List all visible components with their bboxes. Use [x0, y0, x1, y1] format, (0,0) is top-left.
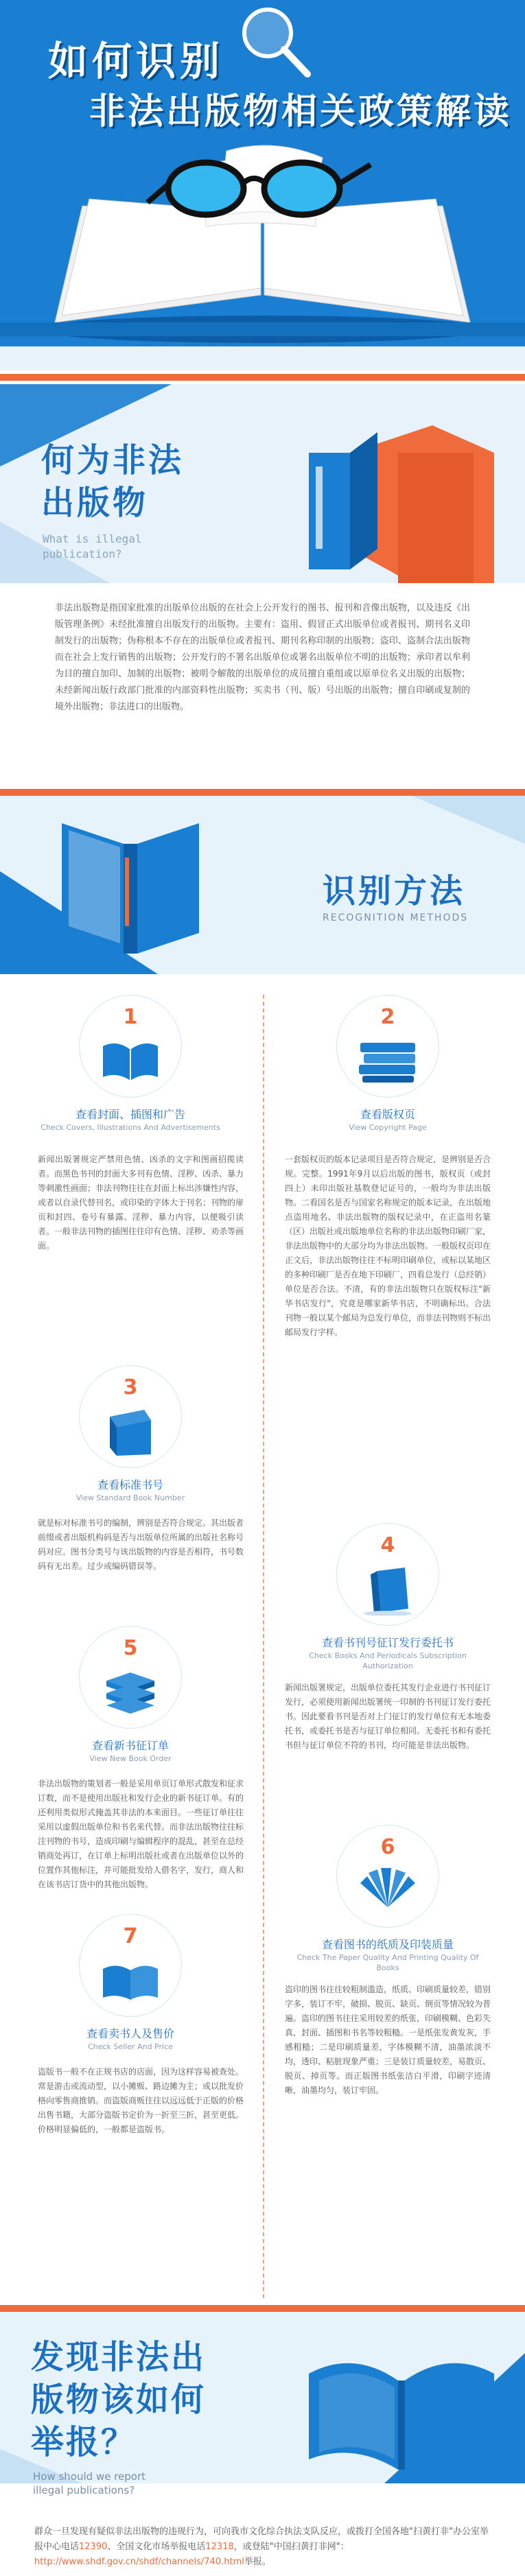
- method-4-text: 新闻出版署规定，出版单位委托其发行企业进行书刊征订发行，必须使用新闻出版署统一印制的书刊征订发行委托书。因此要看书刊是否对上门征订的发行单位有无本地委托书，或委托书是否与征订单位相同。无委托书和有委托书但与征订单位不符的书刊，均可能是非法出版物。: [285, 1683, 491, 1750]
- section-methods-title: 识别方法: [323, 872, 466, 910]
- method-6-title: 查看图书的纸质及印装质量: [321, 1938, 454, 1951]
- open-book-illustration: [0, 123, 525, 350]
- method-1-number: 1: [123, 1005, 138, 1029]
- open-book-icon: [100, 1955, 161, 2007]
- method-3-title: 查看标准书号: [97, 1478, 163, 1491]
- phone-12318[interactable]: 12318: [205, 2542, 234, 2552]
- magnifier-icon: [226, 0, 316, 89]
- method-6-text: 盗印的图书往往较粗制滥造，纸质、印刷质量较差，错别字多，装订不牢，破损、脱页、缺页、倒页等情况较为普遍。盗印的图书往往采用较差的纸张，印刷模糊、色彩失真，封面、插图和书名等较粗糙。一是纸张发黄发灰，手感粗糙；二是印刷质量差，字体模糊不清，油墨浓淡不均，透印、粘脏现象严重；三是装订质量较差，易散页、脱页、掉页等。而正版图书纸张洁白平滑，印刷字迹清晰，油墨均匀，装订牢固。: [285, 1985, 491, 2095]
- section-divider: [0, 2305, 525, 2312]
- method-1-title: 查看封面、插图和广告: [75, 1108, 185, 1121]
- header-bottom-band: [0, 346, 525, 370]
- report-link[interactable]: http://www.shdf.gov.cn/shdf/channels/740.html: [34, 2557, 244, 2567]
- method-4-subtitle-en: Check Books And Periodicals Subscription Authorization: [309, 1651, 467, 1670]
- method-1-subtitle-en: Check Covers, Illustrations And Advertisements: [40, 1123, 220, 1132]
- section-divider: [0, 789, 525, 796]
- standing-book-icon: [357, 1564, 419, 1616]
- method-3-text: 就是标对标准书号的编制，辨别是否符合规定。其出版者前缀或者出版机构码是否与出版单位所属的出版社名称号码对应。图书分类号与该出版物的内容是否相符，书号数码有无出差。过少或编码错误等。: [38, 1518, 244, 1571]
- book-stack-icon: [100, 1667, 161, 1718]
- header-stripe: [0, 322, 525, 336]
- method-4-title: 查看书刊号征订发行委托书: [321, 1636, 454, 1649]
- book-stack-icon: [295, 412, 501, 590]
- method-2-title: 查看版权页: [360, 1108, 415, 1121]
- method-5-subtitle-en: View New Book Order: [89, 1754, 172, 1763]
- timeline-line: [263, 995, 264, 2298]
- method-7-title: 查看卖书人及售价: [86, 2027, 174, 2040]
- method-5-title: 查看新书征订单: [91, 1739, 169, 1752]
- phone-12390[interactable]: 12390: [79, 2542, 108, 2552]
- section-report-subtitle-en: How should we report illegal publications?: [33, 2470, 146, 2496]
- open-book-icon: [100, 1036, 161, 1084]
- page-subtitle: 非法出版物相关政策解读: [89, 91, 513, 132]
- method-6-subtitle-en: Check The Paper Quality And Printing Quality Of Books: [296, 1953, 479, 1972]
- section-methods-subtitle-en: RECOGNITION METHODS: [323, 912, 469, 923]
- method-1-text: 新闻出版署规定严禁用色情、凶杀的文字和图画招揽读者。而黑色书刊的封面大多刊有色情、淫秽、凶杀、暴力等刺激性画面；非法刊物往往在封面上标出涉嫌性内容，或者以自录代替刊名，或印染的字体大于刊名；刊物的扉页和封四、卷号有暴露、淫秽、暴力内容，以便吸引读者。一般非法刊物的插图往往印有色情、淫秽、劝杀等画面。: [38, 1155, 244, 1251]
- method-5-text: 非法出版物的策划者一般是采用单页订单形式散发和征求订数，而不是使用出版社和发行企业的新书征订单。有的还利用类似形式掩盖其非法的本来面目。一些征订单往往采用以虚假出版单位和书名来代替。而非法出版物往往标注刊物的书号，造成印刷与编辑程序的混乱，甚至在总经销商处再订，在订单上标明出版社或者在出版单位以外的位置作其他标注，并可能批发给人借名字，发行，商人和在该书店订货中的其他出版物。: [38, 1779, 244, 1889]
- method-2-subtitle-en: View Copyright Page: [349, 1123, 427, 1132]
- method-5-number: 5: [123, 1636, 138, 1660]
- section-what-title: 何为非法 出版物: [41, 441, 185, 522]
- method-7-number: 7: [123, 1924, 138, 1948]
- method-3-subtitle-en: View Standard Book Number: [75, 1493, 185, 1502]
- method-3-number: 3: [123, 1375, 138, 1399]
- method-2-text: 一套版权页的版本记录项目是否符合规定，是辨别是否合规。完整。1991年9月以后出版的图书，版权页（或封四上）未印出版社基数登记证号的，一般均为非法出版物。二看国名是否与国家名称规定的版本记录，在出版地点盗用地名、非法出版物的版权记录中，在正盗用名篆（区）出版社或出版地单位名称的非法出版物印刷厂家，非法出版物中的大部分均为非法出版物。一般版权页印在正文后，非法出版物往往不标明印刷单位，或标以某地区的多种印刷厂是否在地下印刷厂，四看总发行（总经销）单位是否合法。不清，有的非法出版物只在版权标注"新华书店发行"，究竟是哪家新华书店，不明确标出。合法刊物一般以某个邮局为总发行单位，而非法刊物则不标出邮局发行字样。: [285, 1155, 491, 1337]
- section-what-paragraph: 非法出版物是指国家批准的出版单位出版的在社会上公开发行的图书、报刊和音像出版物，以及违反《出版管理条例》未经批准擅自出版发行的出版物。主要有：盗用、假冒正式出版单位或者报刊、期刊名义印制发行的出版物；伪称根本不存在的出版单位或者报刊、期刊名称印制的出版物；盗印、盗制合法出版物而在社会上发行销售的出版物；公开发行的不署名出版单位或署名出版单位不明的出版物；承印者以牟利为目的擅自加印、加制的出版物；被明令解散的出版单位的成员擅自重组或以原单位名义出版的出版物；未经新闻出版行政部门批准的内部资料性出版物；买卖书（刊、版）号出版的出版物；擅自印刷或复制的境外出版物；非法进口的出版物。: [55, 603, 470, 712]
- method-7-subtitle-en: Check Seller And Price: [88, 2042, 173, 2051]
- section-divider: [0, 374, 525, 381]
- section-what-subtitle-en: What is illegal publication?: [43, 532, 142, 560]
- open-book-icon: [48, 810, 213, 960]
- header-banner: [0, 0, 525, 370]
- method-2-number: 2: [380, 1005, 395, 1029]
- method-6-number: 6: [380, 1835, 395, 1859]
- method-4-number: 4: [380, 1533, 395, 1557]
- page-title: 如何识别: [48, 38, 224, 84]
- fanned-book-icon: [353, 1863, 422, 1914]
- report-instructions: 群众一旦发现有疑似非法出版物的违规行为，可向我市文化综合执法支队反应，或拨打全国各地"扫黄打非"办公室举报中心电话12390、全国文化市场举报电话12318，或登陆"中国扫黄打非网"：http://www.shdf.gov.cn/shdf/channels/740.html举报。: [34, 2527, 489, 2567]
- method-7-text: 盗版书一般不在正规书店的店面，因为这样容易被查处。常是游击或流动型，以小摊贩、路边摊为主；或以批发价格向零售商推销。而盗版商贩往往以远远低于正版的价格出售书籍，大部分盗版书定价为一折至三折，甚至更低。价格明显偏低的，一般都是盗版书。: [38, 2067, 244, 2134]
- section-report-title: 发现非法出 版物该如何 举报？: [31, 2338, 207, 2461]
- book-stack-icon: [357, 1036, 419, 1084]
- book-icon: [103, 1406, 158, 1458]
- open-book-icon: [302, 2339, 501, 2477]
